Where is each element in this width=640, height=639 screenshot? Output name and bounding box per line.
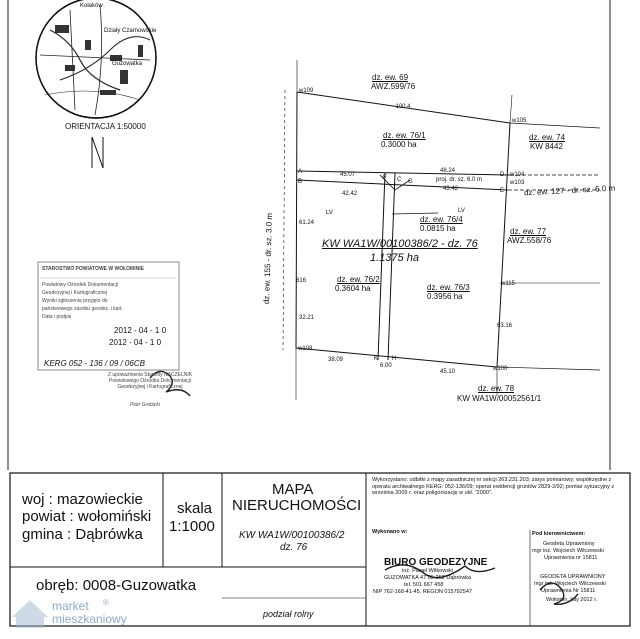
stamp2-line-3: Uprawnienia Nr 15811	[541, 588, 596, 594]
point-w103: w103	[510, 180, 525, 186]
point-616: 616	[296, 278, 307, 284]
stamp-line-5: Data i podpis	[42, 314, 72, 320]
stamp2-line-2: mgr inż. Wojciech Wilczewski	[534, 581, 606, 587]
point-w104: w104	[510, 172, 525, 178]
woj-label: woj : mazowieckie	[22, 491, 143, 508]
firm-address: GUZOWATKA 47 05-252 Dąbrówka	[384, 575, 472, 581]
skala-label: skala	[177, 500, 213, 517]
orientation-label: ORIENTACJA 1:50000	[65, 122, 146, 131]
map-title-1: MAPA	[272, 481, 314, 498]
map-dz: dz. 76	[280, 542, 308, 553]
label-dz69: dz. ew. 69	[372, 73, 409, 82]
measure-top: ~100.4	[392, 104, 411, 110]
firm-tel: tel. 501 667 458	[404, 582, 444, 588]
point-w105: w105	[512, 118, 527, 124]
kier-line-2: mgr inż. Wojciech Wilczewski	[532, 548, 604, 554]
soil-left: LV	[326, 210, 333, 216]
label-dz78: dz. ew. 78	[478, 384, 515, 393]
obreb-label: obręb: 0008-Guzowatka	[36, 577, 197, 594]
point-w109: w109	[299, 88, 314, 94]
kierownictwo-label: Pod kierownictwem:	[532, 531, 586, 537]
label-76-2: dz. ew. 76/2	[337, 275, 380, 284]
skala-value: 1:1000	[169, 518, 215, 535]
point-h: H	[392, 356, 397, 362]
point-d: D	[500, 172, 505, 178]
point-w108: w108	[298, 346, 313, 352]
label-dz77: dz. ew. 77	[510, 227, 547, 236]
label-dz78-kw: KW WA1W/00052561/1	[457, 394, 542, 403]
measure-m7: 63.16	[497, 323, 513, 329]
north-arrow-icon	[92, 137, 103, 168]
point-w100: w100	[493, 366, 508, 372]
label-76-4: dz. ew. 76/4	[420, 215, 463, 224]
main-kw-label: KW WA1W/00100386/2 - dz. 76	[322, 238, 478, 250]
label-76-1: dz. ew. 76/1	[383, 131, 426, 140]
point-k: K	[374, 356, 379, 362]
date-bottom: Wołomin, luty 2012 r.	[546, 597, 598, 603]
measure-m6: 32.21	[299, 315, 315, 321]
area-76-1: 0.3000 ha	[381, 140, 417, 149]
label-dz74: dz. ew. 74	[529, 133, 566, 142]
soil-right: LV	[458, 208, 465, 214]
gmina-label: gmina : Dąbrówka	[22, 526, 143, 543]
measure-bottom-mid: 6.00	[380, 363, 392, 369]
stamp-signer: Piotr Grebicki	[130, 402, 161, 408]
stamp2-line-1: GEODETA UPRAWNIONY	[540, 574, 606, 580]
firm-name: BIURO GEODEZYJNE	[384, 557, 488, 568]
measure-m2: 48.24	[440, 168, 456, 174]
watermark-text-2: mieszkaniowy	[52, 612, 127, 626]
place-label-dzialy: Działy Czarnowskie	[104, 28, 157, 34]
stamp-line-3: Wyniki zgłoszenia przyjęto do	[42, 298, 108, 304]
label-road-155: dz. ew. 155 - dr. sz. 3.0 m	[261, 212, 275, 305]
stamp-date-1: 2012 - 04 - 1 0	[114, 326, 167, 335]
point-b: B	[298, 179, 303, 185]
stamp-line-2: Geodezyjnej i Kartograficznej	[42, 290, 108, 296]
wykonano-label: Wykonano w:	[372, 529, 408, 535]
point-a: A	[298, 169, 303, 175]
label-dz77-kw: AWZ.558/76	[507, 236, 552, 245]
measure-m3: 42.42	[342, 191, 358, 197]
point-e: E	[500, 188, 505, 194]
watermark-mark: ®	[103, 598, 109, 607]
stamp-line-1: Powiatowy Ośrodek Dokumentacji	[42, 282, 118, 288]
kier-line-1: Geodeta Uprawniony	[543, 541, 595, 547]
orientation-map	[36, 0, 156, 118]
label-dz74-kw: KW 8442	[530, 142, 563, 151]
point-g: G	[408, 179, 413, 185]
stamp-ref: KERG 052 - 136 / 09 / 06CB	[44, 359, 145, 368]
map-title-2: NIERUCHOMOŚCI	[232, 497, 362, 514]
stamp-office: Z upoważnienia Starosty NACZELNIK Powiatowego Ośrodka Dokumentacji Geodezyjnej i Kartograficznej	[107, 372, 193, 390]
point-c: C	[397, 177, 402, 183]
point-f: F	[383, 175, 387, 181]
measure-m4: 43.42	[443, 186, 459, 192]
measure-bottom-left: 38.09	[328, 357, 344, 363]
map-kw: KW WA1W/00100386/2	[239, 530, 345, 541]
area-76-3: 0.3956 ha	[427, 292, 463, 301]
label-dz69-kw: AWZ.599/76	[371, 82, 416, 91]
measure-m5: 61.24	[299, 220, 315, 226]
firm-owner: inż. Paweł Witkowski	[402, 568, 454, 574]
measure-bottom: 45.10	[440, 369, 456, 375]
podzial-label: podział rolny	[263, 609, 314, 619]
area-76-2: 0.3604 ha	[335, 284, 371, 293]
measure-m1: 45.07	[340, 172, 356, 178]
stamp-date-2: 2012 - 04 - 1 0	[109, 338, 162, 347]
label-76-3: dz. ew. 76/3	[427, 283, 470, 292]
label-inner-road: proj. dr. sz. 6.0 m	[436, 177, 483, 183]
watermark-text-1: market	[52, 599, 89, 613]
stamp-title: STAROSTWO POWIATOWE W WOŁOMINIE	[42, 266, 144, 272]
main-area-label: 1.1375 ha	[370, 252, 419, 264]
stamp-line-4: państwowego zasobu geodez. i kart.	[42, 306, 123, 312]
point-w115: w115	[501, 281, 515, 287]
kier-line-3: Uprawnienia nr 15811	[544, 555, 598, 561]
area-76-4: 0.0815 ha	[420, 224, 456, 233]
place-label-guzowatka: Guzowatka	[112, 61, 143, 67]
firm-nip: NIP 762-168-41-45, REGON 015792547	[373, 589, 472, 595]
label-road-127: dz. ew. 127 - dr. sz. 6.0 m	[523, 183, 616, 198]
used-materials-text: Wykorzystano: odbitki z mapy zasadniczej nr sekcji 263.231.203; zarys pomiarowy; współrzędne z operatu archiwalnego KERG: 052-136/09; operat ewidencji gruntów 2829-2/92; pomiar sytuacyjny z września 2009 r. oraz poligonizację w ukł. "2000".	[372, 477, 615, 497]
place-label-kolakow: Kołaków	[80, 3, 103, 9]
watermark-house-icon	[12, 600, 48, 628]
powiat-label: powiat : wołomiński	[22, 508, 152, 525]
